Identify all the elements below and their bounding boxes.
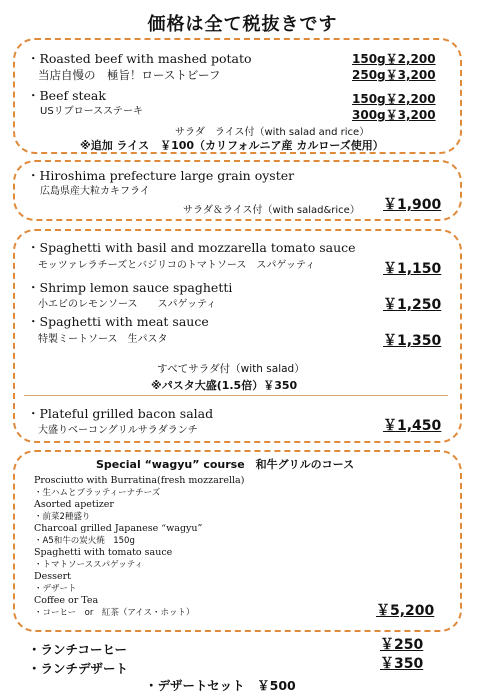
pasta-salad-note: すべてサラダ付（with salad） — [157, 363, 305, 375]
pasta-item-price: ￥1,150 — [383, 261, 442, 277]
lunch-coffee-price: ￥250 — [380, 637, 424, 653]
lunch-coffee-label: ・ランチコーヒー — [28, 642, 128, 657]
lunch-dessert-label: ・ランチデザート — [28, 661, 129, 676]
course-item-jp: ・コーヒー or 紅茶（アイス・ホット） — [34, 608, 195, 618]
course-item-en: Asorted apetizer — [34, 499, 114, 510]
oyster-jp: 広島県産大粒カキフライ — [40, 186, 150, 197]
course-item-en: Spaghetti with tomato sauce — [34, 547, 173, 558]
pasta-item-name: ・Shrimp lemon sauce spaghetti — [27, 280, 233, 295]
page-title: 価格は全て税抜きです — [147, 14, 338, 35]
course-item-en: Dessert — [34, 571, 71, 582]
beef-steak-name: ・Beef steak — [27, 88, 106, 103]
course-item-jp: ・デザート — [34, 584, 77, 594]
course-item-en: Prosciutto with Burratina(fresh mozzarella) — [34, 475, 245, 486]
pasta-item-jp: 小エビのレモンソース スパゲッティ — [38, 299, 217, 310]
beef-rice-note: ※追加 ライス ￥100（カリフォルニア産 カルローズ使用） — [80, 139, 384, 152]
course-title: Special “wagyu” course 和牛グリルのコース — [96, 458, 355, 471]
bacon-salad-name: ・Plateful grilled bacon salad — [27, 406, 214, 421]
course-item-jp: ・生ハムとブラッティーナチーズ — [34, 488, 161, 498]
lunch-dessert-price: ￥350 — [380, 656, 424, 672]
roast-beef-price-250: 250g￥3,200 — [352, 68, 436, 82]
oyster-note: サラダ＆ライス付（with salad&rice） — [183, 205, 360, 216]
pasta-item-price: ￥1,250 — [383, 297, 442, 313]
roast-beef-price-150: 150g￥2,200 — [352, 52, 436, 66]
course-item-en: Coffee or Tea — [34, 595, 99, 606]
bacon-salad-price: ￥1,450 — [383, 418, 442, 434]
pasta-item-name: ・Spaghetti with meat sauce — [27, 314, 209, 329]
beef-steak-price-300: 300g￥3,200 — [352, 108, 436, 122]
course-item-jp: ・A5和牛の炭火焼 150g — [34, 536, 135, 546]
roast-beef-name: ・Roasted beef with mashed potato — [27, 51, 252, 66]
bacon-salad-jp: 大盛りベーコングリルサラダランチ — [38, 425, 198, 436]
pasta-large-note: ※パスタ大盛(1.5倍）￥350 — [151, 379, 298, 392]
course-item-jp: ・前菜2種盛り — [34, 512, 91, 522]
course-item-en: Charcoal grilled Japanese “wagyu” — [34, 523, 203, 534]
pasta-item-name: ・Spaghetti with basil and mozzarella tomato sauce — [27, 240, 356, 255]
course-menu — [34, 475, 244, 619]
course-price: ￥5,200 — [376, 603, 435, 619]
pasta-divider — [24, 395, 448, 396]
dessert-set-label: ・デザートセット ￥500 — [145, 678, 296, 693]
pasta-item-price: ￥1,350 — [383, 333, 442, 349]
pasta-item-jp: モッツァレラチーズとバジリコのトマトソース スパゲッティ — [38, 260, 316, 271]
pasta-item-jp: 特製ミートソース 生パスタ — [38, 334, 168, 345]
oyster-name: ・Hiroshima prefecture large grain oyster — [27, 168, 295, 183]
beef-salad-note: サラダ ライス付（with salad and rice） — [175, 127, 370, 138]
beef-steak-price-150: 150g￥2,200 — [352, 92, 436, 106]
roast-beef-jp: 当店自慢の 極旨！ローストビーフ — [38, 68, 221, 82]
course-item-jp: ・トマトソーススパゲッティ — [34, 560, 144, 570]
oyster-price: ￥1,900 — [383, 197, 442, 213]
beef-steak-jp: USリブロースステーキ — [40, 106, 143, 117]
